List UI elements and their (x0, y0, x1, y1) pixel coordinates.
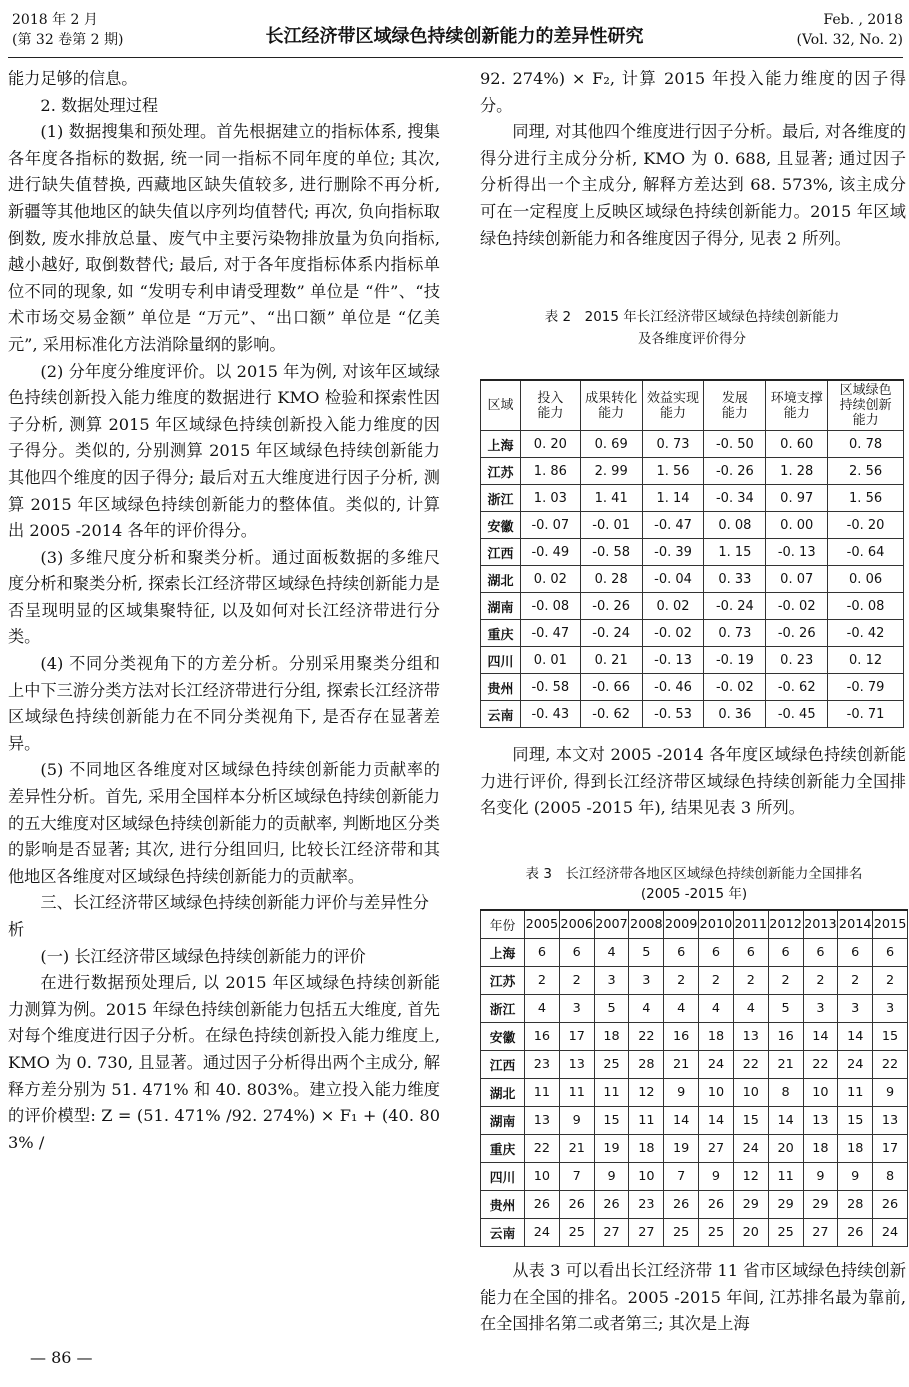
table-cell: 1. 86 (520, 458, 580, 485)
table-cell: 0. 02 (642, 593, 704, 620)
table-cell: -0. 53 (642, 701, 704, 728)
table-cell: 2 (768, 967, 803, 995)
column-header: 效益实现 能力 (642, 380, 704, 431)
table-cell: 2 (525, 967, 560, 995)
table-cell: 24 (699, 1051, 734, 1079)
paragraph: (1) 数据搜集和预处理。首先根据建立的指标体系, 搜集各年度各指标的数据, 统一同一指标不同年度的单位; 其次, 进行缺失值替换, 西藏地区缺失值较多, 进行删除不再分析, 新疆等其他地区的缺失值以序列均值替代; 再次, 负向指标取倒数, 废水排放总量、废气中主要污染物排放量为负向指标, 越小越好, 取倒数替代; 最后, 对于各年度指标体系内指标单位不同的现象, 如 “发明专利申请受理数” 单位是 “件”、“技术市场交易金额” 单位是 “万元”、“出口额” 单位是 “亿美元”, 采用标准化方法消除量纲的影响。 (8, 122, 440, 354)
table-cell: -0. 79 (828, 674, 904, 701)
row-label: 浙江 (481, 485, 521, 512)
row-label: 重庆 (481, 1135, 525, 1163)
table-cell: -0. 64 (828, 539, 904, 566)
table-cell: 6 (873, 939, 908, 967)
column-header: 2007 (594, 910, 629, 939)
table-row (481, 1023, 908, 1051)
table-cell: 4 (525, 995, 560, 1023)
table-cell: 11 (838, 1079, 873, 1107)
table-cell: 24 (873, 1219, 908, 1247)
table-cell: 24 (525, 1219, 560, 1247)
header-date: 2018 年 2 月 (12, 12, 98, 28)
right-column-bottom (480, 1258, 906, 1338)
table-cell: -0. 46 (642, 674, 704, 701)
row-label: 湖南 (481, 1107, 525, 1135)
table-cell: 20 (768, 1135, 803, 1163)
column-header: 2012 (768, 910, 803, 939)
table-row (481, 539, 904, 566)
table-cell: -0. 19 (704, 647, 766, 674)
section-heading: 三、长江经济带区域绿色持续创新能力评价与差异性分析 (8, 893, 429, 939)
table-cell: 10 (525, 1163, 560, 1191)
table-cell: 29 (733, 1191, 768, 1219)
table-cell: -0. 13 (766, 539, 828, 566)
table-cell: 10 (699, 1079, 734, 1107)
table-row (481, 1163, 908, 1191)
table-cell: 22 (803, 1051, 838, 1079)
table-cell: 2 (838, 967, 873, 995)
table-cell: 0. 33 (704, 566, 766, 593)
table-cell: -0. 02 (704, 674, 766, 701)
table-cell: -0. 08 (520, 593, 580, 620)
table-cell: -0. 01 (580, 512, 642, 539)
paragraph: 从表 3 可以看出长江经济带 11 省市区域绿色持续创新能力在全国的排名。2005 -2015 年间, 江苏排名最为靠前, 在全国排名第二或者第三; 其次是上海 (480, 1261, 906, 1334)
table-cell: 10 (629, 1163, 664, 1191)
page-number: — 86 — (30, 1348, 93, 1367)
table-cell: 0. 00 (766, 512, 828, 539)
table-cell: 1. 03 (520, 485, 580, 512)
table-cell: 16 (768, 1023, 803, 1051)
row-label: 安徽 (481, 1023, 525, 1051)
column-header: 2011 (733, 910, 768, 939)
paragraph: 92. 274%) × F₂, 计算 2015 年投入能力维度的因子得分。 (480, 69, 906, 115)
table-row (481, 620, 904, 647)
table-cell: 14 (699, 1107, 734, 1135)
table-cell: 2 (559, 967, 594, 995)
table-cell: 9 (594, 1163, 629, 1191)
table-cell: 29 (803, 1191, 838, 1219)
column-header: 2006 (559, 910, 594, 939)
paragraph: (4) 不同分类视角下的方差分析。分别采用聚类分组和上中下三游分类方法对长江经济带进行分组, 探索长江经济带区域绿色持续创新能力在不同分类视角下, 是否存在显著差异。 (8, 654, 440, 753)
table-cell: 0. 23 (766, 647, 828, 674)
paragraph: (5) 不同地区各维度对区域绿色持续创新能力贡献率的差异性分析。首先, 采用全国样本分析区域绿色持续创新能力的五大维度对区域绿色持续创新能力的贡献率, 判断地区分类的影响是否显著; 其次, 进行分组回归, 比较长江经济带和其他地区各维度对区域绿色持续创新能力的贡献率。 (8, 760, 440, 886)
table-row (481, 1051, 908, 1079)
right-column-mid (480, 742, 906, 822)
table-cell: 4 (629, 995, 664, 1023)
table-cell: 12 (733, 1163, 768, 1191)
row-label: 江苏 (481, 967, 525, 995)
table-cell: -0. 43 (520, 701, 580, 728)
header-date-en: Feb. , 2018 (823, 12, 903, 28)
table-cell: 20 (733, 1219, 768, 1247)
table-row (481, 431, 904, 458)
table-cell: 15 (838, 1107, 873, 1135)
table-cell: 18 (699, 1023, 734, 1051)
row-label: 江西 (481, 1051, 525, 1079)
table-cell: 0. 07 (766, 566, 828, 593)
running-title: 长江经济带区域绿色持续创新能力的差异性研究 (265, 26, 644, 47)
table-cell: -0. 66 (580, 674, 642, 701)
table-cell: 0. 60 (766, 431, 828, 458)
table-cell: 0. 69 (580, 431, 642, 458)
paragraph: 同理, 本文对 2005 -2014 各年度区域绿色持续创新能力进行评价, 得到长江经济带区域绿色持续创新能力全国排名变化 (2005 -2015 年), 结果见表 3 所列。 (480, 745, 906, 818)
header-rule (8, 57, 903, 58)
paragraph: 在进行数据预处理后, 以 2015 年区域绿色持续创新能力测算为例。2015 年绿色持续创新能力包括五大维度, 首先对每个维度进行因子分析。在绿色持续创新投入能力维度上, KMO 为 0. 730, 且显著。通过因子分析得出两个主成分, 解释方差分别为 51. 471% 和 40. 803%。建立投入能力维度的评价模型: Z = (51. 471% /92. 274%) × F₁ + (40. 803% / (8, 973, 440, 1152)
table-cell: 22 (525, 1135, 560, 1163)
table-cell: 28 (838, 1191, 873, 1219)
table-cell: 29 (768, 1191, 803, 1219)
row-label: 四川 (481, 647, 521, 674)
row-label: 贵州 (481, 674, 521, 701)
table-cell: 10 (733, 1079, 768, 1107)
table-cell: 0. 73 (642, 431, 704, 458)
table-cell: 7 (559, 1163, 594, 1191)
table-row (481, 701, 904, 728)
table-cell: 21 (664, 1051, 699, 1079)
table-cell: 2. 56 (828, 458, 904, 485)
table-cell: -0. 26 (766, 620, 828, 647)
table-cell: 4 (733, 995, 768, 1023)
table-cell: 1. 56 (828, 485, 904, 512)
table-cell: 2 (803, 967, 838, 995)
table-row (481, 1135, 908, 1163)
table-row (481, 647, 904, 674)
table-cell: 16 (664, 1023, 699, 1051)
table-cell: 16 (525, 1023, 560, 1051)
table-cell: 4 (594, 939, 629, 967)
table-cell: 27 (803, 1219, 838, 1247)
row-label: 安徽 (481, 512, 521, 539)
table-cell: -0. 08 (828, 593, 904, 620)
table-cell: 11 (629, 1107, 664, 1135)
table-cell: 13 (873, 1107, 908, 1135)
column-header: 发展 能力 (704, 380, 766, 431)
table3-caption-line2: (2005 -2015 年) (640, 886, 748, 902)
table-cell: 26 (873, 1191, 908, 1219)
row-label: 湖北 (481, 566, 521, 593)
table-row (481, 1079, 908, 1107)
table-cell: 6 (768, 939, 803, 967)
table-cell: 26 (594, 1191, 629, 1219)
column-header: 环境支撑 能力 (766, 380, 828, 431)
table-cell: -0. 39 (642, 539, 704, 566)
row-label: 云南 (481, 1219, 525, 1247)
column-header: 2014 (838, 910, 873, 939)
table-cell: 15 (873, 1023, 908, 1051)
section-heading: 2. 数据处理过程 (40, 95, 159, 115)
row-label: 浙江 (481, 995, 525, 1023)
table-cell: 11 (594, 1079, 629, 1107)
table-cell: 11 (768, 1163, 803, 1191)
row-label: 贵州 (481, 1191, 525, 1219)
table-cell: 1. 15 (704, 539, 766, 566)
table-cell: 6 (838, 939, 873, 967)
table-cell: -0. 07 (520, 512, 580, 539)
table-cell: -0. 34 (704, 485, 766, 512)
table-cell: 3 (803, 995, 838, 1023)
table-row (481, 458, 904, 485)
table-cell: 26 (559, 1191, 594, 1219)
table-cell: 10 (803, 1079, 838, 1107)
column-header: 2010 (699, 910, 734, 939)
table-cell: -0. 49 (520, 539, 580, 566)
table-cell: 3 (594, 967, 629, 995)
table-cell: 9 (559, 1107, 594, 1135)
table-cell: 9 (803, 1163, 838, 1191)
table-cell: 0. 97 (766, 485, 828, 512)
table-cell: 4 (664, 995, 699, 1023)
table-cell: 8 (873, 1163, 908, 1191)
table-cell: 18 (629, 1135, 664, 1163)
table-cell: 13 (803, 1107, 838, 1135)
table-cell: -0. 04 (642, 566, 704, 593)
table-cell: 18 (594, 1023, 629, 1051)
table-cell: 13 (525, 1107, 560, 1135)
table-cell: 24 (838, 1051, 873, 1079)
table-cell: 21 (559, 1135, 594, 1163)
table2-caption (480, 306, 904, 350)
column-header: 年份 (481, 910, 525, 939)
table-cell: 6 (733, 939, 768, 967)
table-row (481, 566, 904, 593)
row-label: 江西 (481, 539, 521, 566)
table-cell: 1. 41 (580, 485, 642, 512)
table-cell: 23 (525, 1051, 560, 1079)
table-row (481, 593, 904, 620)
table-cell: 11 (559, 1079, 594, 1107)
table-cell: -0. 26 (704, 458, 766, 485)
table-cell: 19 (594, 1135, 629, 1163)
table-cell: -0. 13 (642, 647, 704, 674)
row-label: 上海 (481, 939, 525, 967)
table-cell: 15 (594, 1107, 629, 1135)
table-cell: 0. 02 (520, 566, 580, 593)
table-cell: 1. 14 (642, 485, 704, 512)
table-cell: -0. 24 (704, 593, 766, 620)
column-header: 投入 能力 (520, 380, 580, 431)
header-volume: (第 32 卷第 2 期) (12, 32, 124, 48)
table-cell: -0. 71 (828, 701, 904, 728)
table-cell: 26 (838, 1219, 873, 1247)
table-cell: 11 (525, 1079, 560, 1107)
table-cell: 6 (525, 939, 560, 967)
section-heading: (一) 长江经济带区域绿色持续创新能力的评价 (40, 946, 366, 966)
paragraph: (2) 分年度分维度评价。以 2015 年为例, 对该年区域绿色持续创新投入能力维度的数据进行 KMO 检验和探索性因子分析, 测算 2015 年区域绿色持续创新投入能力维度的因子得分。类似的, 分别测算 2015 年区域绿色持续创新能力其他四个维度的因子得分; 最后对五大维度进行因子分析, 测算 2015 年区域绿色持续创新能力的整体值。类似的, 计算出 2005 -2014 各年的评价得分。 (8, 361, 440, 541)
table3-caption-line1: 表 3 长江经济带各地区区域绿色持续创新能力全国排名 (525, 866, 863, 882)
table-cell: 25 (664, 1219, 699, 1247)
column-header: 2015 (873, 910, 908, 939)
table-cell: 19 (664, 1135, 699, 1163)
table-cell: 22 (733, 1051, 768, 1079)
table-cell: 5 (768, 995, 803, 1023)
table-cell: 6 (559, 939, 594, 967)
row-label: 上海 (481, 431, 521, 458)
table-cell: -0. 42 (828, 620, 904, 647)
table-cell: 3 (873, 995, 908, 1023)
table-cell: 1. 56 (642, 458, 704, 485)
table-row (481, 1219, 908, 1247)
table-cell: 27 (699, 1135, 734, 1163)
table-cell: 2 (664, 967, 699, 995)
table-cell: 2. 99 (580, 458, 642, 485)
table-cell: -0. 45 (766, 701, 828, 728)
table-cell: 26 (525, 1191, 560, 1219)
table-row (481, 967, 908, 995)
table-row (481, 939, 908, 967)
column-header: 2005 (525, 910, 560, 939)
table-cell: 25 (594, 1051, 629, 1079)
table-cell: 0. 01 (520, 647, 580, 674)
table-cell: 6 (664, 939, 699, 967)
table-cell: 28 (629, 1051, 664, 1079)
table-cell: 25 (559, 1219, 594, 1247)
table-cell: 26 (699, 1191, 734, 1219)
table-cell: 2 (733, 967, 768, 995)
table-cell: 18 (838, 1135, 873, 1163)
table-cell: 0. 20 (520, 431, 580, 458)
table-cell: 4 (699, 995, 734, 1023)
table-cell: 15 (733, 1107, 768, 1135)
table-cell: 0. 06 (828, 566, 904, 593)
table-cell: 14 (803, 1023, 838, 1051)
table2-caption-line1: 表 2 2015 年长江经济带区域绿色持续创新能力 (544, 309, 840, 325)
journal-date-en (796, 10, 903, 50)
column-header: 成果转化 能力 (580, 380, 642, 431)
table-cell: 9 (699, 1163, 734, 1191)
table-cell: 27 (594, 1219, 629, 1247)
paragraph: 同理, 对其他四个维度进行因子分析。最后, 对各维度的得分进行主成分分析, KMO 为 0. 688, 且显著; 通过因子分析得出一个主成分, 解释方差达到 68. 573%, 该主成分可在一定程度上反映区域绿色持续创新能力。2015 年区域绿色持续创新能力和各维度因子得分, 见表 2 所列。 (480, 122, 906, 248)
table-cell: -0. 50 (704, 431, 766, 458)
table-cell: 5 (629, 939, 664, 967)
table-cell: 12 (629, 1079, 664, 1107)
row-label: 江苏 (481, 458, 521, 485)
table-cell: 0. 12 (828, 647, 904, 674)
table-cell: 5 (594, 995, 629, 1023)
table-cell: 18 (803, 1135, 838, 1163)
table-cell: 26 (664, 1191, 699, 1219)
table-cell: 27 (629, 1219, 664, 1247)
table-cell: -0. 58 (520, 674, 580, 701)
table-cell: -0. 47 (520, 620, 580, 647)
table-cell: -0. 02 (642, 620, 704, 647)
table-cell: 22 (873, 1051, 908, 1079)
table-cell: 1. 28 (766, 458, 828, 485)
table-row (481, 512, 904, 539)
table-cell: 9 (664, 1079, 699, 1107)
table-cell: 3 (559, 995, 594, 1023)
table-cell: 14 (838, 1023, 873, 1051)
header-volume-en: (Vol. 32, No. 2) (796, 32, 903, 48)
table3 (480, 909, 908, 1247)
column-header: 2009 (664, 910, 699, 939)
table2 (480, 379, 904, 728)
table-cell: -0. 02 (766, 593, 828, 620)
table-cell: 17 (873, 1135, 908, 1163)
table-cell: 0. 21 (580, 647, 642, 674)
paragraph: (3) 多维尺度分析和聚类分析。通过面板数据的多维尺度分析和聚类分析, 探索长江经济带区域绿色持续创新能力是否呈现明显的区域集聚特征, 以及如何对长江经济带进行分类。 (8, 547, 440, 647)
left-column (8, 66, 440, 1156)
table-cell: 25 (768, 1219, 803, 1247)
table-cell: 3 (629, 967, 664, 995)
table-row (481, 485, 904, 512)
table-row (481, 1107, 908, 1135)
table-cell: 6 (803, 939, 838, 967)
table-cell: 6 (699, 939, 734, 967)
table-cell: -0. 47 (642, 512, 704, 539)
table-cell: 14 (768, 1107, 803, 1135)
table-row (481, 1191, 908, 1219)
column-header: 2008 (629, 910, 664, 939)
table-cell: 17 (559, 1023, 594, 1051)
table-cell: 13 (733, 1023, 768, 1051)
table-cell: 25 (699, 1219, 734, 1247)
row-label: 重庆 (481, 620, 521, 647)
table-cell: 23 (629, 1191, 664, 1219)
table-cell: 22 (629, 1023, 664, 1051)
table-cell: 0. 36 (704, 701, 766, 728)
table-cell: 0. 73 (704, 620, 766, 647)
table-cell: 14 (664, 1107, 699, 1135)
table-cell: 2 (873, 967, 908, 995)
table-cell: 0. 08 (704, 512, 766, 539)
table-cell: -0. 20 (828, 512, 904, 539)
table-cell: 13 (559, 1051, 594, 1079)
table-row (481, 674, 904, 701)
table-cell: 9 (873, 1079, 908, 1107)
table-cell: 0. 78 (828, 431, 904, 458)
table2-caption-line2: 及各维度评价得分 (638, 331, 746, 347)
table-cell: -0. 24 (580, 620, 642, 647)
table-cell: 2 (699, 967, 734, 995)
table-cell: 21 (768, 1051, 803, 1079)
table-cell: 3 (838, 995, 873, 1023)
table-row (481, 995, 908, 1023)
paragraph: 能力足够的信息。 (8, 69, 138, 88)
table-cell: -0. 26 (580, 593, 642, 620)
table-cell: 7 (664, 1163, 699, 1191)
right-column-top (480, 66, 906, 252)
row-label: 湖北 (481, 1079, 525, 1107)
table-cell: -0. 62 (580, 701, 642, 728)
row-label: 四川 (481, 1163, 525, 1191)
table3-caption (480, 863, 908, 903)
column-header: 区域 (481, 380, 521, 431)
column-header: 2013 (803, 910, 838, 939)
table-cell: 9 (838, 1163, 873, 1191)
row-label: 云南 (481, 701, 521, 728)
table-cell: -0. 58 (580, 539, 642, 566)
column-header: 区域绿色 持续创新 能力 (828, 380, 904, 431)
table-cell: 8 (768, 1079, 803, 1107)
row-label: 湖南 (481, 593, 521, 620)
table-cell: 24 (733, 1135, 768, 1163)
table-cell: -0. 62 (766, 674, 828, 701)
table-cell: 0. 28 (580, 566, 642, 593)
